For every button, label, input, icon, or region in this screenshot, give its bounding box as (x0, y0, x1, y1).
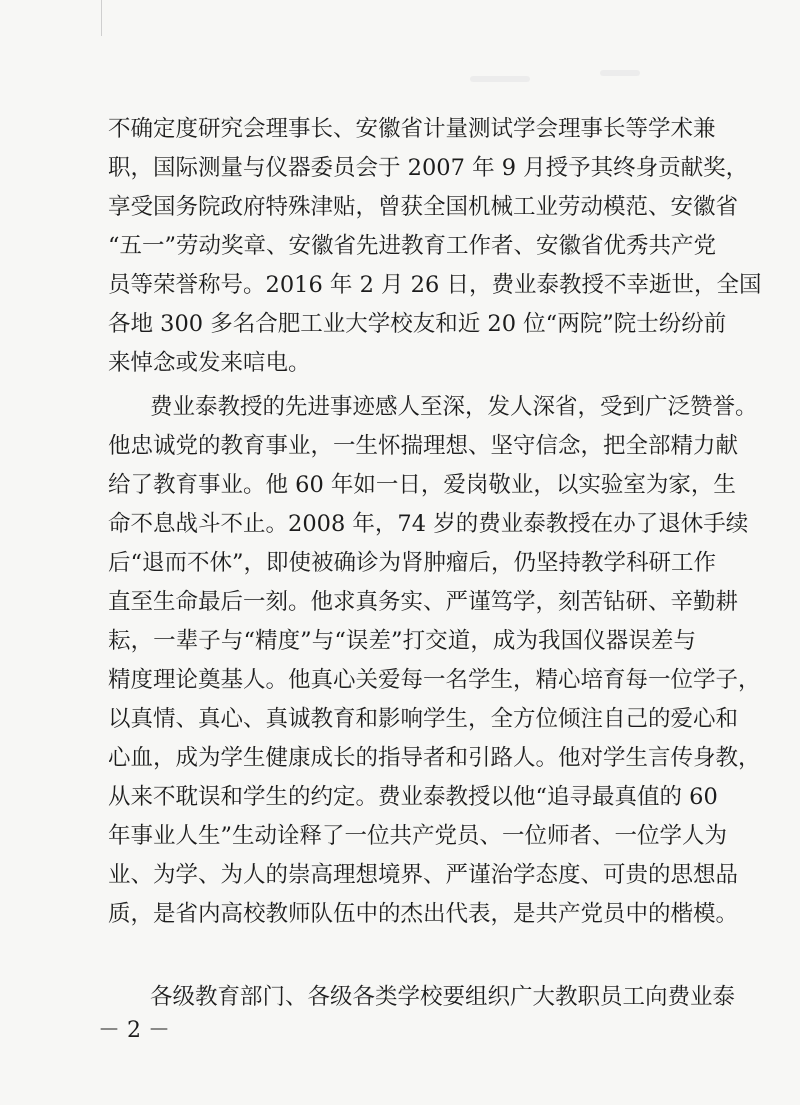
text-line: 业、为学、为人的崇高理想境界、严谨治学态度、可贵的思想品 (108, 862, 739, 888)
text-line: 精度理论奠基人。他真心关爱每一名学生，精心培育每一位学子， (108, 667, 761, 693)
text-line: 命不息战斗不止。2008 年，74 岁的费业泰教授在办了退休手续 (108, 511, 749, 537)
scan-speck (600, 70, 640, 76)
text-line: 职，国际测量与仪器委员会于 2007 年 9 月授予其终身贡献奖， (108, 155, 749, 181)
scan-speck (470, 76, 530, 82)
text-line: 年事业人生”生动诠释了一位共产党员、一位师者、一位学人为 (108, 823, 728, 849)
text-line: 心血，成为学生健康成长的指导者和引路人。他对学生言传身教， (108, 745, 761, 771)
text-line: 从来不耽误和学生的约定。费业泰教授以他“追寻最真值的 60 (108, 784, 718, 810)
text-line: 他忠诚党的教育事业，一生怀揣理想、坚守信念，把全部精力献 (108, 433, 739, 459)
text-line: 员等荣誉称号。2016 年 2 月 26 日，费业泰教授不幸逝世，全国 (108, 272, 762, 298)
text-line: 费业泰教授的先进事迹感人至深，发人深省，受到广泛赞誉。 (150, 394, 758, 420)
text-line: 给了教育事业。他 60 年如一日，爱岗敬业，以实验室为家，生 (108, 472, 736, 498)
text-line: 质，是省内高校教师队伍中的杰出代表，是共产党员中的楷模。 (108, 901, 739, 927)
text-line: 享受国务院政府特殊津贴，曾获全国机械工业劳动模范、安徽省 (108, 194, 739, 220)
text-line: “五一”劳动奖章、安徽省先进教育工作者、安徽省优秀共产党 (108, 233, 717, 259)
scan-edge-mark (101, 0, 102, 36)
text-line: 来悼念或发来唁电。 (108, 350, 311, 376)
text-line: 不确定度研究会理事长、安徽省计量测试学会理事长等学术兼 (108, 116, 716, 142)
page-number: － 2 － (98, 1018, 170, 1043)
text-line: 以真情、真心、真诚教育和影响学生，全方位倾注自己的爱心和 (108, 706, 739, 732)
text-line: 各地 300 多名合肥工业大学校友和近 20 位“两院”院士纷纷前 (108, 311, 727, 337)
text-line: 耘，一辈子与“精度”与“误差”打交道，成为我国仪器误差与 (108, 628, 696, 654)
text-line: 后“退而不休”，即使被确诊为肾肿瘤后，仍坚持教学科研工作 (108, 550, 717, 576)
text-line (108, 937, 696, 969)
text-line: 各级教育部门、各级各类学校要组织广大教职员工向费业泰 (150, 984, 736, 1010)
text-line: 直至生命最后一刻。他求真务实、严谨笃学，刻苦钻研、辛勤耕 (108, 589, 739, 615)
